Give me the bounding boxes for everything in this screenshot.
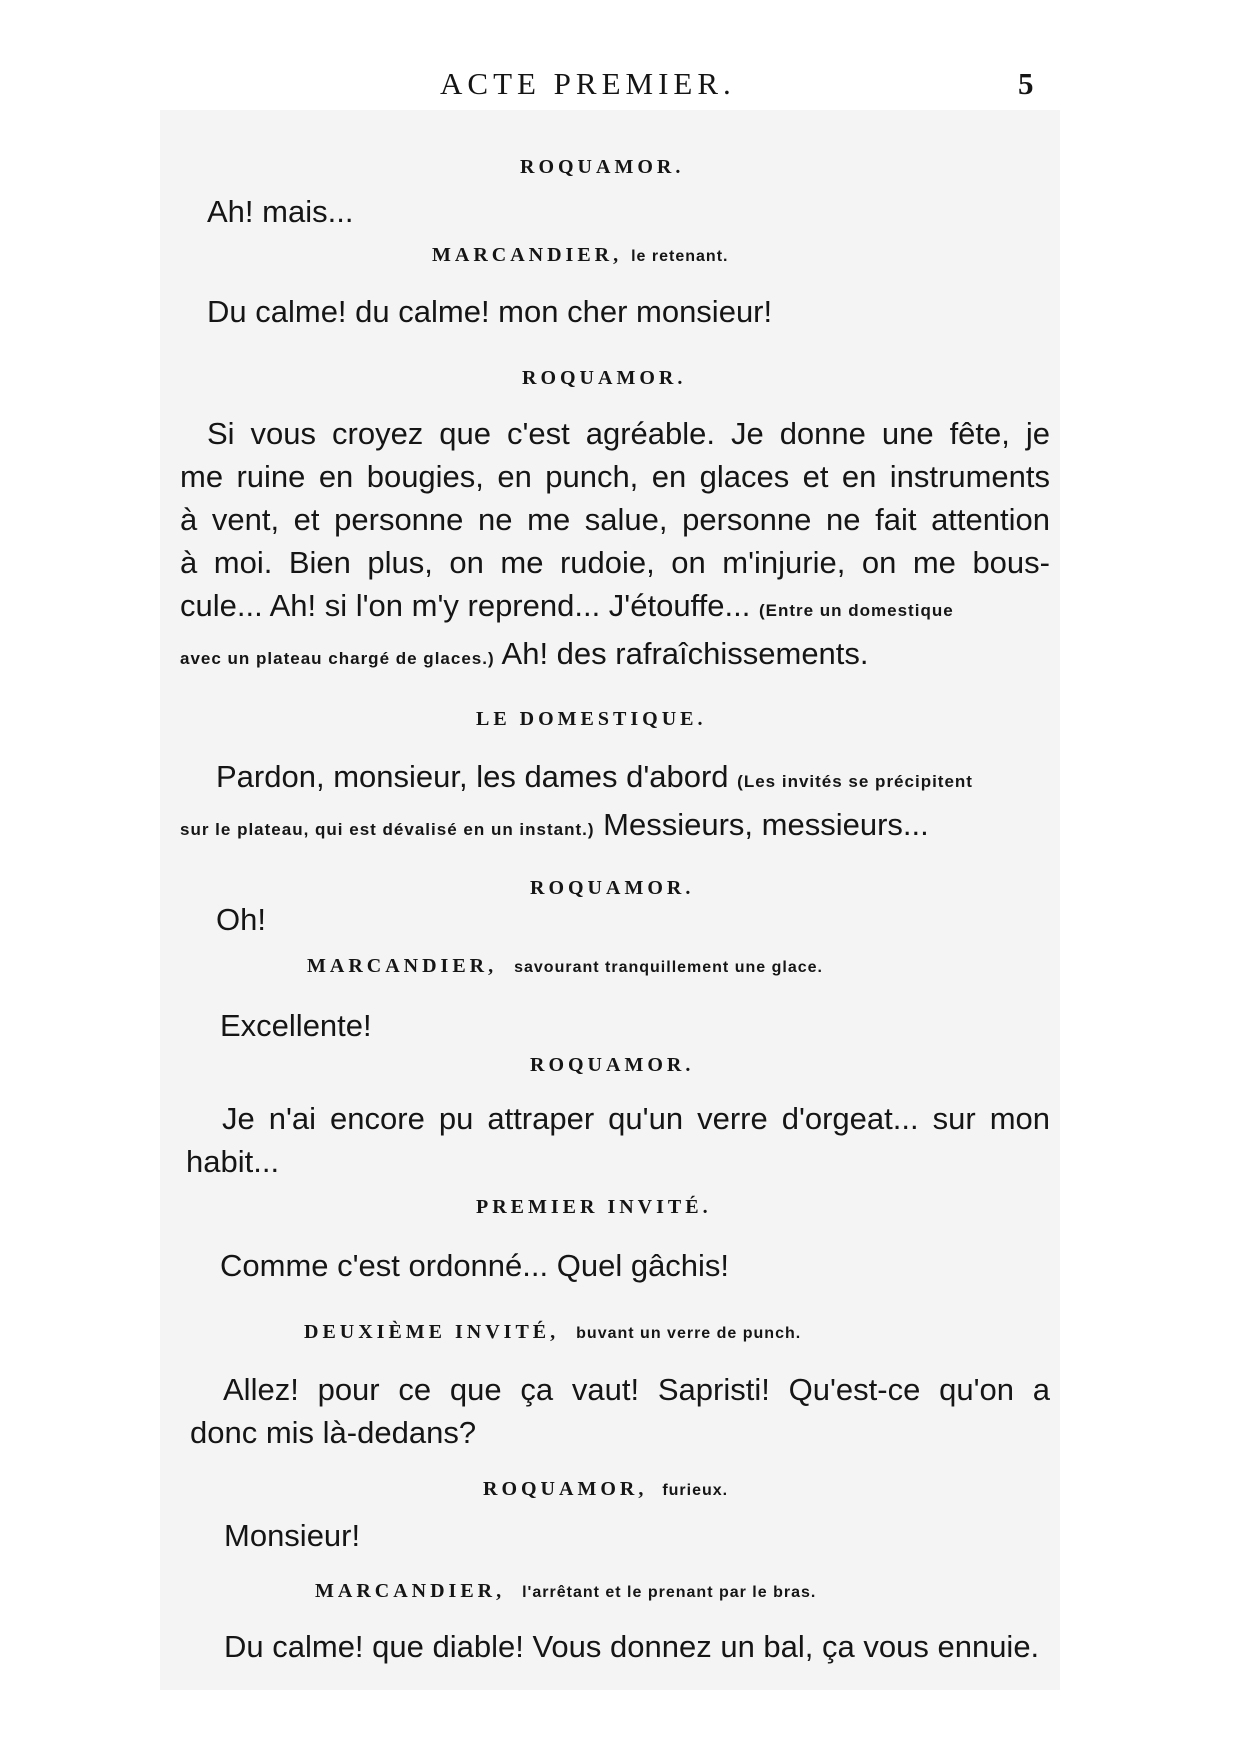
speech-line xyxy=(180,755,1050,803)
speech-line: me ruine en bougies, en punch, en glaces et en instruments xyxy=(180,459,1050,494)
speech-line: Je n'ai encore pu attraper qu'un verre d'orgeat... sur mon xyxy=(222,1101,1050,1136)
speech-text: Comme c'est ordonné... Quel gâchis! xyxy=(220,1248,730,1283)
stage-direction: le retenant. xyxy=(631,248,729,265)
stage-direction: savourant tranquillement une glace. xyxy=(514,959,823,976)
speech-line xyxy=(180,584,1050,632)
speaker-name: DEUXIÈME INVITÉ, xyxy=(304,1321,560,1343)
speaker-line xyxy=(483,1478,728,1501)
speech-fragment: Messieurs, messieurs... xyxy=(603,807,929,842)
stage-direction: l'arrêtant et le prenant par le bras. xyxy=(522,1584,817,1601)
speaker-line xyxy=(307,955,823,978)
speaker-name: MARCANDIER, xyxy=(432,244,623,266)
speaker-name: MARCANDIER, xyxy=(315,1580,506,1602)
speech-line: Allez! pour ce que ça vaut! Sapristi! Qu'est-ce qu'on a xyxy=(223,1372,1050,1407)
speech-line: habit... xyxy=(186,1144,280,1179)
speech-fragment: Ah! des rafraîchissements. xyxy=(501,636,869,671)
speaker-name: LE DOMESTIQUE. xyxy=(476,708,707,730)
speaker-name: ROQUAMOR. xyxy=(522,367,687,389)
speech-text: Du calme! du calme! mon cher monsieur! xyxy=(207,294,773,329)
speech-paragraph xyxy=(180,412,1050,680)
speech-text: Excellente! xyxy=(220,1008,372,1043)
page-header xyxy=(0,66,1241,106)
speech-text: Monsieur! xyxy=(224,1518,361,1553)
speech-line: Si vous croyez que c'est agréable. Je donne une fête, je xyxy=(207,416,1050,451)
speech-paragraph xyxy=(180,755,1050,851)
speaker-line xyxy=(315,1580,816,1603)
speech-line xyxy=(180,803,1050,851)
speaker-name: MARCANDIER, xyxy=(307,955,498,977)
speech-paragraph xyxy=(186,1097,1050,1183)
speech-fragment: Pardon, monsieur, les dames d'abord xyxy=(216,759,729,794)
speech-text: Oh! xyxy=(216,902,266,937)
stage-direction: sur le plateau, qui est dévalisé en un instant.) xyxy=(180,820,595,839)
running-title: ACTE PREMIER. xyxy=(440,66,736,101)
speech-line: à vent, et personne ne me salue, personne ne fait attention xyxy=(180,502,1050,537)
speaker-name: ROQUAMOR, xyxy=(483,1478,648,1500)
speech-fragment: cule... Ah! si l'on m'y reprend... J'étouffe... xyxy=(180,588,751,623)
speech-line xyxy=(180,632,1050,680)
speaker-line xyxy=(432,244,728,267)
speaker-name: ROQUAMOR. xyxy=(530,1054,695,1076)
speaker-name: ROQUAMOR. xyxy=(520,156,685,178)
speech-text: Ah! mais... xyxy=(207,194,354,229)
stage-direction: buvant un verre de punch. xyxy=(576,1325,802,1342)
speech-paragraph xyxy=(190,1368,1050,1454)
speaker-name: PREMIER INVITÉ. xyxy=(476,1196,712,1218)
speech-line: donc mis là-dedans? xyxy=(190,1415,477,1450)
stage-direction: avec un plateau chargé de glaces.) xyxy=(180,649,495,668)
speech-line: à moi. Bien plus, on me rudoie, on m'injurie, on me bous- xyxy=(180,545,1050,580)
speech-text: Du calme! que diable! Vous donnez un bal, ça vous ennuie. xyxy=(224,1629,1040,1664)
page-number: 5 xyxy=(1018,66,1034,101)
stage-direction: (Entre un domestique xyxy=(758,601,954,620)
speaker-name: ROQUAMOR. xyxy=(530,877,695,899)
stage-direction: (Les invités se précipitent xyxy=(737,772,973,791)
speaker-line xyxy=(304,1321,801,1344)
stage-direction: furieux. xyxy=(662,1482,729,1499)
